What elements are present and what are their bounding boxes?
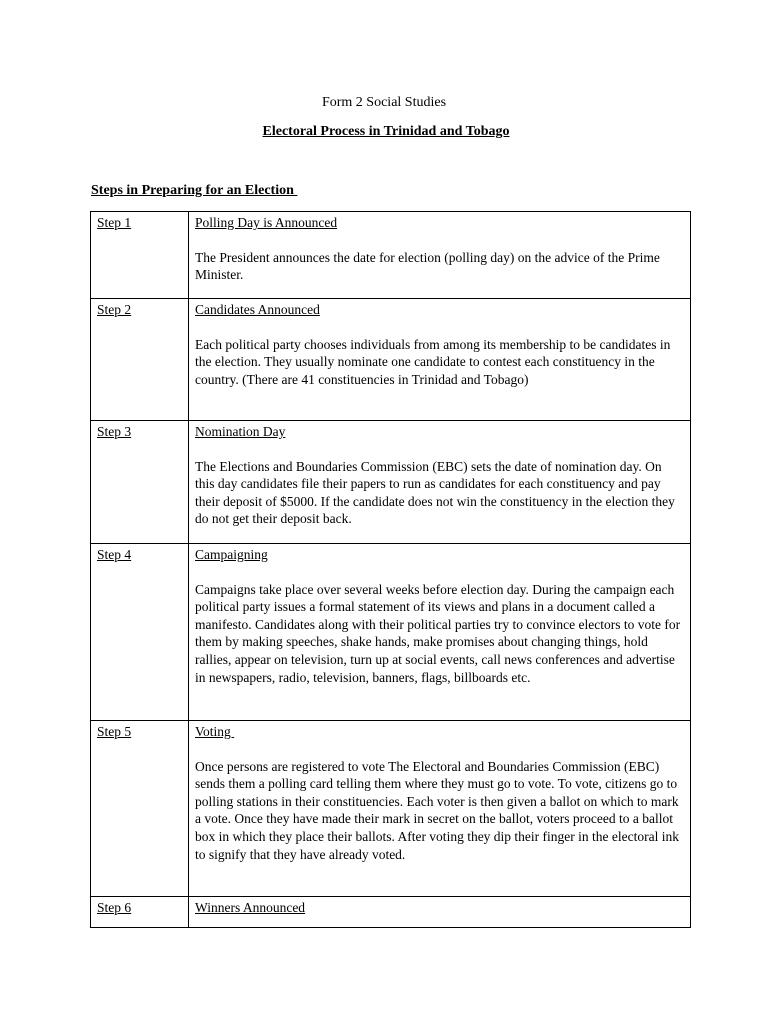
step-number: Step 4 bbox=[97, 547, 132, 562]
step-description-cell bbox=[189, 421, 691, 544]
step-text: The President announces the date for election (polling day) on the advice of the Prime Minister. bbox=[195, 249, 660, 283]
step-number-cell bbox=[91, 212, 189, 299]
step-number-cell bbox=[91, 299, 189, 421]
step-heading: Nomination Day bbox=[195, 424, 286, 439]
step-text: Campaigns take place over several weeks before election day. During the campaign each political party issues a formal statement of its views and plans in a document called a manifesto. Candidates along with their political parties try to convince electors to vote for them by making speeches, shake hands, make promises about changing things, hold rallies, appear on television, turn up at social events, call news conferences and advertise in newspapers, radio, television, banners, flags, billboards etc. bbox=[195, 581, 681, 685]
step-number: Step 5 bbox=[97, 724, 132, 739]
step-description-cell bbox=[189, 299, 691, 421]
step-number: Step 2 bbox=[97, 302, 132, 317]
step-heading: Polling Day is Announced bbox=[195, 215, 338, 230]
step-number-cell bbox=[91, 721, 189, 897]
step-text: Once persons are registered to vote The Electoral and Boundaries Commission (EBC) sends them a polling card telling them where they must go to vote. To vote, citizens go to polling stations in their constituencies. Each voter is then given a ballot on which to mark a vote. Once they have made their mark in secret on the ballot, voters proceed to a ballot box in which they place their ballots. After voting they dip their finger in the electoral ink to signify that they have already voted. bbox=[195, 758, 679, 862]
step-heading: Winners Announced bbox=[195, 900, 306, 915]
step-text: The Elections and Boundaries Commission (EBC) sets the date of nomination day. On this day candidates file their papers to run as candidates for each constituency and pay their deposit of $5000. If the candidate does not win the constituency in the election they do not get their deposit back. bbox=[195, 458, 675, 527]
step-text: Each political party chooses individuals from among its membership to be candidates in the election. They usually nominate one candidate to contest each constituency in the country. (There are 41 constituencies in Trinidad and Tobago) bbox=[195, 336, 671, 387]
table-row bbox=[91, 544, 691, 721]
table-row bbox=[91, 299, 691, 421]
step-description-cell bbox=[189, 212, 691, 299]
table-row bbox=[91, 421, 691, 544]
table-row bbox=[91, 897, 691, 928]
step-number-cell bbox=[91, 544, 189, 721]
step-number: Step 3 bbox=[97, 424, 132, 439]
table-row bbox=[91, 721, 691, 897]
step-description-cell bbox=[189, 721, 691, 897]
step-heading: Campaigning bbox=[195, 547, 268, 562]
table-row bbox=[91, 212, 691, 299]
section-heading: Steps in Preparing for an Election bbox=[91, 183, 298, 198]
step-number-cell bbox=[91, 897, 189, 928]
election-steps-table bbox=[90, 211, 691, 928]
step-description-cell bbox=[189, 897, 691, 928]
step-number: Step 1 bbox=[97, 215, 132, 230]
document-title: Electoral Process in Trinidad and Tobago bbox=[262, 124, 510, 139]
course-title: Form 2 Social Studies bbox=[321, 95, 447, 110]
step-number: Step 6 bbox=[97, 900, 132, 915]
step-heading: Candidates Announced bbox=[195, 302, 320, 317]
step-number-cell bbox=[91, 421, 189, 544]
step-description-cell bbox=[189, 544, 691, 721]
step-heading: Voting bbox=[195, 724, 235, 739]
